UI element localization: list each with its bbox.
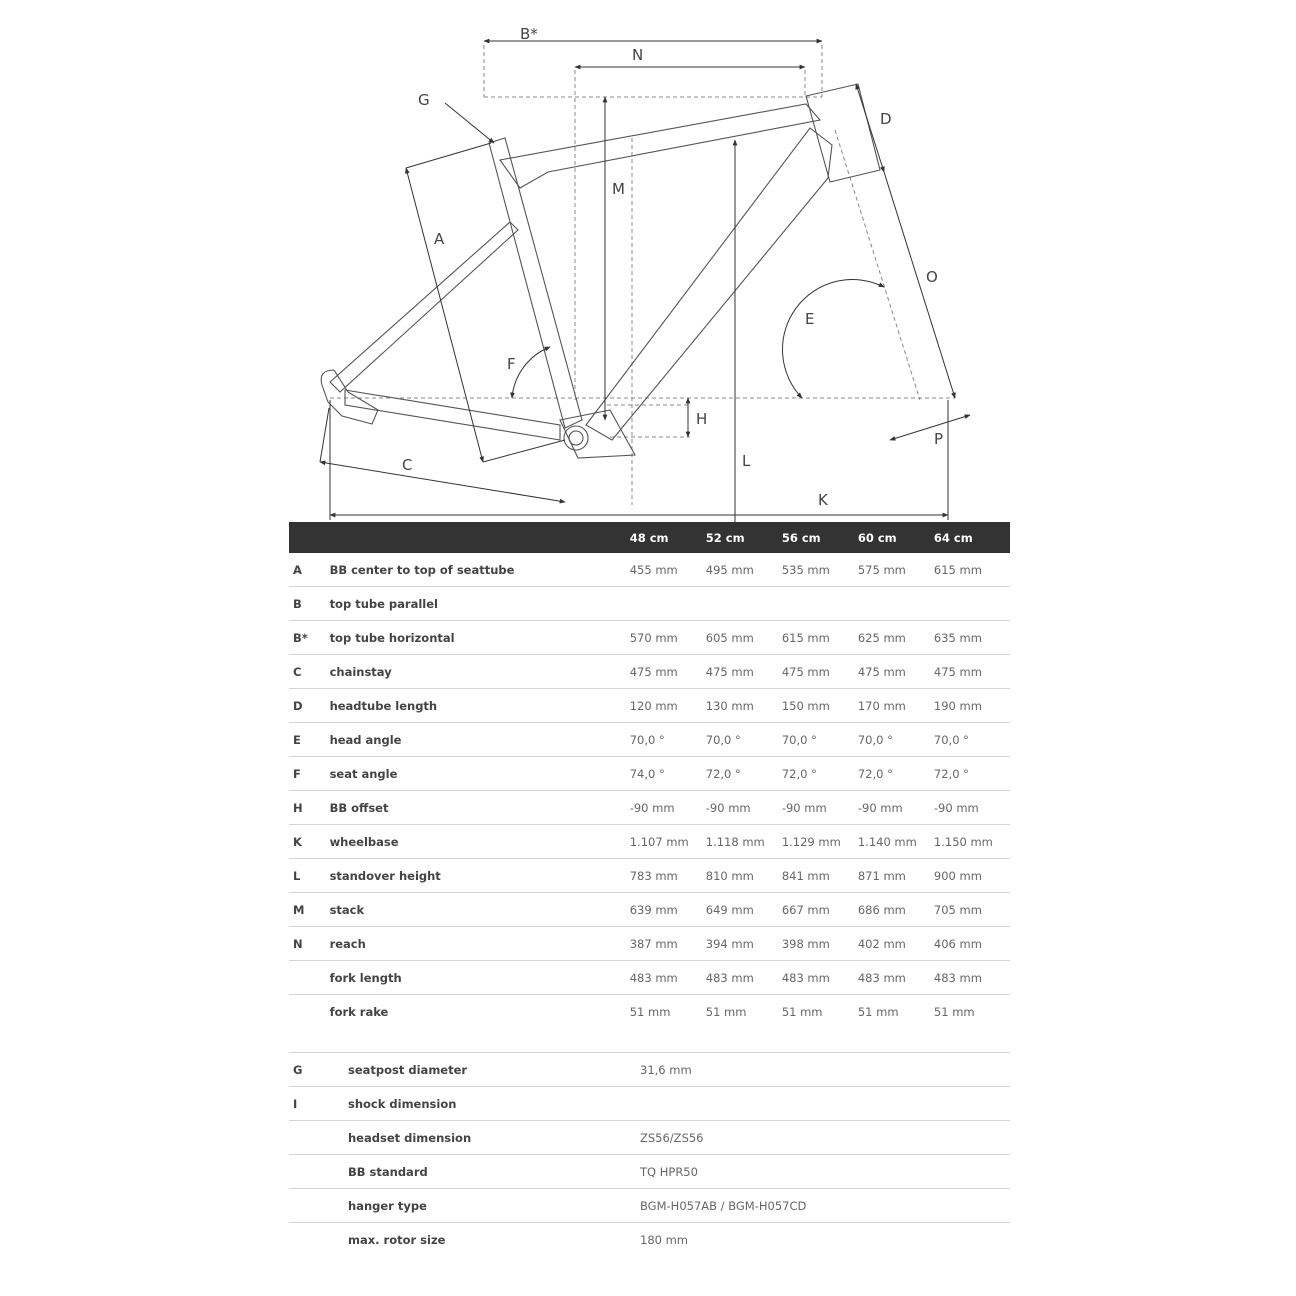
header-letter-cell bbox=[289, 522, 330, 553]
row-parameter-name: seat angle bbox=[330, 757, 630, 791]
spec-value: TQ HPR50 bbox=[640, 1155, 1010, 1189]
row-value: -90 mm bbox=[706, 791, 782, 825]
row-value: 495 mm bbox=[706, 553, 782, 587]
row-value bbox=[706, 587, 782, 621]
frame-outline bbox=[321, 84, 880, 458]
size-48-header: 48 cm bbox=[630, 522, 706, 553]
row-value: 871 mm bbox=[858, 859, 934, 893]
row-value: 615 mm bbox=[782, 621, 858, 655]
label-b-star: B* bbox=[520, 25, 538, 43]
table-row bbox=[289, 961, 1010, 995]
row-value: 1.140 mm bbox=[858, 825, 934, 859]
spec-table bbox=[289, 1052, 1010, 1256]
row-value bbox=[858, 587, 934, 621]
spec-row bbox=[289, 1121, 1010, 1155]
row-value: 72,0 ° bbox=[858, 757, 934, 791]
row-value: 615 mm bbox=[934, 553, 1010, 587]
row-letter: C bbox=[289, 655, 330, 689]
row-value: 398 mm bbox=[782, 927, 858, 961]
row-letter: F bbox=[289, 757, 330, 791]
table-row bbox=[289, 859, 1010, 893]
label-h: H bbox=[696, 410, 708, 428]
row-value: 783 mm bbox=[630, 859, 706, 893]
row-value: 190 mm bbox=[934, 689, 1010, 723]
row-parameter-name: stack bbox=[330, 893, 630, 927]
row-letter: L bbox=[289, 859, 330, 893]
spec-name: BB standard bbox=[348, 1155, 640, 1189]
spec-row bbox=[289, 1189, 1010, 1223]
row-value: 51 mm bbox=[857, 1004, 899, 1019]
label-d: D bbox=[880, 110, 892, 128]
spec-name: max. rotor size bbox=[348, 1232, 446, 1247]
row-value: 570 mm bbox=[630, 621, 706, 655]
row-value: 1.150 mm bbox=[934, 825, 1010, 859]
table-row bbox=[289, 995, 1010, 1029]
size-64-header: 64 cm bbox=[934, 522, 1010, 553]
row-value: 475 mm bbox=[934, 655, 1010, 689]
size-52-header: 52 cm bbox=[706, 522, 782, 553]
label-f: F bbox=[507, 355, 516, 373]
spec-letter bbox=[289, 1223, 348, 1257]
row-value: 705 mm bbox=[934, 893, 1010, 927]
label-n: N bbox=[632, 46, 644, 64]
table-row bbox=[289, 723, 1010, 757]
spec-value: 31,6 mm bbox=[640, 1053, 1010, 1087]
row-value: 1.118 mm bbox=[706, 825, 782, 859]
row-letter: M bbox=[289, 893, 330, 927]
table-row bbox=[289, 621, 1010, 655]
row-value: -90 mm bbox=[858, 791, 934, 825]
row-value: 483 mm bbox=[858, 961, 934, 995]
row-parameter-name: headtube length bbox=[330, 689, 630, 723]
row-value: 170 mm bbox=[858, 689, 934, 723]
row-value: 51 mm bbox=[705, 1004, 747, 1019]
row-value: 70,0 ° bbox=[706, 723, 782, 757]
row-letter: B bbox=[289, 587, 330, 621]
spec-letter: G bbox=[289, 1053, 348, 1087]
row-value: 387 mm bbox=[630, 927, 706, 961]
row-value: 70,0 ° bbox=[934, 723, 1010, 757]
row-parameter-name: fork rake bbox=[329, 1004, 389, 1019]
row-parameter-name: fork length bbox=[330, 961, 630, 995]
row-value: 686 mm bbox=[858, 893, 934, 927]
row-value: 475 mm bbox=[782, 655, 858, 689]
row-value bbox=[934, 587, 1010, 621]
table-row bbox=[289, 587, 1010, 621]
row-value: 575 mm bbox=[858, 553, 934, 587]
row-value: 667 mm bbox=[782, 893, 858, 927]
row-value: 120 mm bbox=[630, 689, 706, 723]
size-60-header: 60 cm bbox=[858, 522, 934, 553]
row-value: 72,0 ° bbox=[782, 757, 858, 791]
row-parameter-name: reach bbox=[330, 927, 630, 961]
label-o: O bbox=[926, 268, 938, 286]
row-value: 483 mm bbox=[934, 961, 1010, 995]
row-parameter-name: standover height bbox=[330, 859, 630, 893]
dimension-lines bbox=[320, 41, 970, 525]
row-letter: N bbox=[289, 927, 330, 961]
row-parameter-name: BB offset bbox=[330, 791, 630, 825]
table-row bbox=[289, 689, 1010, 723]
label-k: K bbox=[818, 491, 828, 509]
row-value: 455 mm bbox=[630, 553, 706, 587]
row-value: 70,0 ° bbox=[630, 723, 706, 757]
table-row bbox=[289, 757, 1010, 791]
table-row bbox=[289, 893, 1010, 927]
row-value: 483 mm bbox=[782, 961, 858, 995]
row-value: 406 mm bbox=[934, 927, 1010, 961]
label-l: L bbox=[742, 452, 751, 470]
row-value: 475 mm bbox=[630, 655, 706, 689]
row-value: 74,0 ° bbox=[630, 757, 706, 791]
table-row bbox=[289, 825, 1010, 859]
spec-letter: I bbox=[289, 1087, 348, 1121]
reference-dashed-lines bbox=[330, 45, 955, 505]
spec-name: shock dimension bbox=[348, 1087, 640, 1121]
label-c: C bbox=[402, 456, 413, 474]
spec-value bbox=[640, 1087, 1010, 1121]
row-value: 475 mm bbox=[858, 655, 934, 689]
spec-row bbox=[289, 1155, 1010, 1189]
row-value: 810 mm bbox=[706, 859, 782, 893]
row-value: 483 mm bbox=[630, 961, 706, 995]
spec-name: seatpost diameter bbox=[348, 1053, 640, 1087]
row-value: 394 mm bbox=[706, 927, 782, 961]
table-row bbox=[289, 791, 1010, 825]
row-value: -90 mm bbox=[934, 791, 1010, 825]
label-a: A bbox=[434, 230, 445, 248]
row-value bbox=[782, 587, 858, 621]
row-value: 51 mm bbox=[781, 1004, 823, 1019]
row-value: 1.107 mm bbox=[630, 825, 706, 859]
row-value: 483 mm bbox=[706, 961, 782, 995]
row-letter: B* bbox=[289, 621, 330, 655]
row-value: -90 mm bbox=[630, 791, 706, 825]
row-value: 70,0 ° bbox=[858, 723, 934, 757]
table-row bbox=[289, 553, 1010, 587]
row-parameter-name: BB center to top of seattube bbox=[330, 553, 630, 587]
row-value: 70,0 ° bbox=[782, 723, 858, 757]
spec-name: hanger type bbox=[348, 1189, 640, 1223]
spec-letter bbox=[289, 1189, 348, 1223]
row-parameter-name: top tube horizontal bbox=[330, 621, 630, 655]
row-value: 72,0 ° bbox=[706, 757, 782, 791]
row-parameter-name: head angle bbox=[330, 723, 630, 757]
row-value: 72,0 ° bbox=[934, 757, 1010, 791]
row-parameter-name: top tube parallel bbox=[330, 587, 630, 621]
row-value: 605 mm bbox=[706, 621, 782, 655]
spec-letter bbox=[289, 1155, 348, 1189]
spec-row bbox=[289, 1087, 1010, 1121]
spec-value: ZS56/ZS56 bbox=[640, 1121, 1010, 1155]
spec-value: BGM-H057AB / BGM-H057CD bbox=[640, 1189, 1010, 1223]
label-g: G bbox=[418, 91, 430, 109]
row-letter: K bbox=[289, 825, 330, 859]
row-letter: E bbox=[289, 723, 330, 757]
table-row bbox=[289, 927, 1010, 961]
spec-name: headset dimension bbox=[348, 1121, 640, 1155]
row-value: 535 mm bbox=[782, 553, 858, 587]
row-value: 900 mm bbox=[934, 859, 1010, 893]
spec-row bbox=[289, 1053, 1010, 1087]
row-value: 635 mm bbox=[934, 621, 1010, 655]
size-56-header: 56 cm bbox=[782, 522, 858, 553]
spec-letter bbox=[289, 1121, 348, 1155]
row-value: 130 mm bbox=[706, 689, 782, 723]
header-name-cell bbox=[330, 522, 630, 553]
label-m: M bbox=[612, 180, 625, 198]
row-value: 841 mm bbox=[782, 859, 858, 893]
row-parameter-name: chainstay bbox=[330, 655, 630, 689]
row-value: 402 mm bbox=[858, 927, 934, 961]
row-parameter-name: wheelbase bbox=[330, 825, 630, 859]
row-letter: A bbox=[289, 553, 330, 587]
row-letter: H bbox=[289, 791, 330, 825]
row-value: 51 mm bbox=[629, 1004, 671, 1019]
row-value: 150 mm bbox=[782, 689, 858, 723]
spec-value: 180 mm bbox=[640, 1232, 689, 1247]
label-p: P bbox=[934, 430, 944, 448]
row-value: 649 mm bbox=[706, 893, 782, 927]
geometry-table bbox=[289, 522, 1010, 1028]
row-letter bbox=[289, 995, 330, 1029]
row-value: 51 mm bbox=[933, 1004, 975, 1019]
row-value bbox=[630, 587, 706, 621]
row-letter bbox=[289, 961, 330, 995]
label-e: E bbox=[805, 310, 815, 328]
row-value: 1.129 mm bbox=[782, 825, 858, 859]
size-header-row bbox=[289, 522, 1010, 553]
table-row bbox=[289, 655, 1010, 689]
spec-row bbox=[289, 1223, 1010, 1257]
row-value: 625 mm bbox=[858, 621, 934, 655]
bike-frame-geometry-diagram bbox=[0, 0, 1296, 525]
row-value: 475 mm bbox=[706, 655, 782, 689]
row-value: 639 mm bbox=[630, 893, 706, 927]
row-letter: D bbox=[289, 689, 330, 723]
row-value: -90 mm bbox=[782, 791, 858, 825]
